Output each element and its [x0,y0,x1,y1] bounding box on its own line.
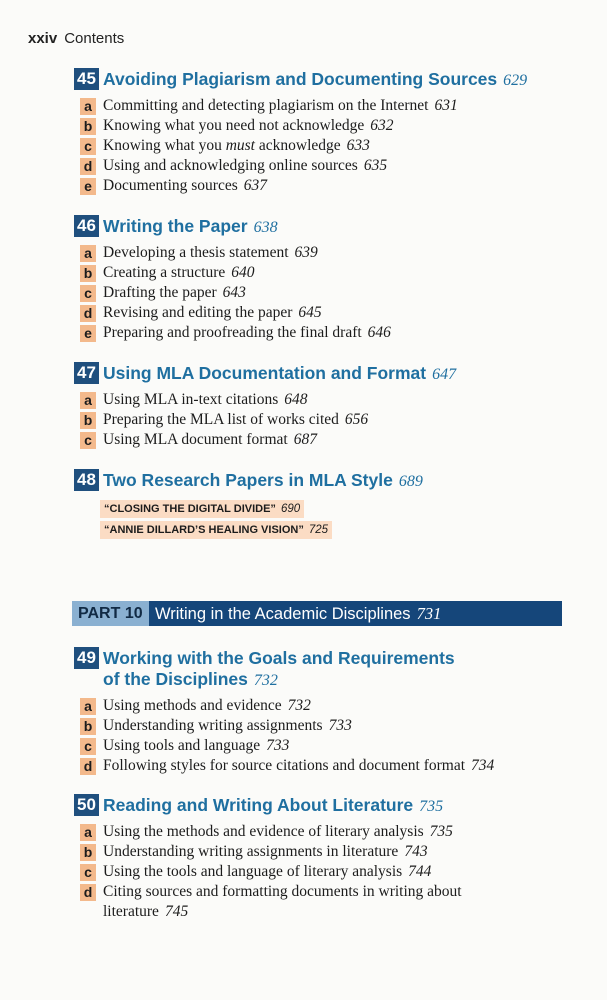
section-page: 633 [346,137,370,154]
section-text: Using the tools and language of literary analysis [103,863,403,880]
page-number: xxiv [28,30,58,47]
section-page: 732 [287,697,311,714]
section-page: 639 [294,244,318,261]
section-list [74,243,391,343]
part-page: 731 [416,604,442,623]
section-item[interactable] [74,96,527,116]
chapter-title-text: Avoiding Plagiarism and Documenting Sources [103,69,498,89]
chapter-title-text: Reading and Writing About Literature [103,795,414,815]
section-text: Developing a thesis statement [103,244,289,261]
section-letter-badge: c [80,738,96,755]
chapter-number-badge: 47 [74,362,99,384]
section-letter-badge: d [80,758,96,775]
section-letter-badge: c [80,864,96,881]
section-item[interactable] [74,303,391,323]
section-page: 733 [328,717,352,734]
chapter-45[interactable] [74,68,527,196]
chapter-number-badge: 50 [74,794,99,816]
chapter-48[interactable] [74,469,423,539]
section-page: 637 [243,177,267,194]
section-item[interactable] [74,822,468,842]
section-letter-badge: d [80,305,96,322]
chapter-page: 647 [432,366,457,383]
section-item[interactable] [74,323,391,343]
section-page: 640 [231,264,255,281]
section-page: 635 [363,157,388,174]
section-page: 656 [344,411,369,428]
section-letter-badge: a [80,245,96,262]
chapter-title[interactable] [103,68,527,91]
section-item[interactable] [74,696,494,716]
section-list [74,96,527,196]
section-letter-badge: a [80,98,96,115]
section-item[interactable] [74,263,391,283]
section-letter-badge: b [80,844,96,861]
section-item[interactable] [74,116,527,136]
section-list [74,696,494,776]
section-text: Understanding writing assignments in literature [103,843,399,860]
chapter-page: 638 [253,219,278,236]
chapter-number-badge: 48 [74,469,99,491]
section-page: 744 [408,863,432,880]
chapter-46[interactable] [74,215,391,343]
section-item[interactable] [74,736,494,756]
part-label: PART 10 [72,601,149,626]
paper-page: 690 [280,503,301,515]
chapter-heading [74,68,527,91]
section-text: Preparing and proofreading the final draft [103,324,362,341]
chapter-title[interactable] [103,469,423,492]
section-text: Following styles for source citations and document format [103,757,466,774]
section-item[interactable] [74,716,494,736]
chapter-heading [74,362,456,385]
section-page: 646 [367,324,391,341]
chapter-49[interactable] [74,647,494,776]
section-text: Revising and editing the paper [103,304,293,321]
section-text: Using MLA document format [103,431,288,448]
section-letter-badge: d [80,884,96,901]
section-page: 645 [298,304,322,321]
section-page: 733 [266,737,290,754]
sample-paper-link[interactable] [100,521,332,539]
sample-paper-link[interactable] [100,500,304,518]
section-item[interactable] [74,862,468,882]
section-list [74,822,468,922]
section-letter-badge: c [80,432,96,449]
chapter-47[interactable] [74,362,456,450]
section-text: Citing sources and formatting documents in writing about literature [103,883,462,920]
chapter-title-line2: of the Disciplines [103,669,248,689]
paper-page: 725 [308,524,329,536]
section-item[interactable] [74,882,468,922]
section-text-continued: acknowledge [255,137,341,154]
section-page: 643 [222,284,246,301]
chapter-number-badge: 46 [74,215,99,237]
chapter-title-text: Writing the Paper [103,216,248,236]
section-item[interactable] [74,756,494,776]
section-text: Preparing the MLA list of works cited [103,411,339,428]
section-letter-badge: d [80,158,96,175]
section-text: Knowing what you [103,137,226,154]
paper-list [74,497,423,539]
chapter-number-badge: 45 [74,68,99,90]
chapter-number-badge: 49 [74,647,99,669]
section-item[interactable] [74,390,456,410]
section-item[interactable] [74,842,468,862]
section-letter-badge: a [80,698,96,715]
section-page: 648 [284,391,308,408]
section-text: Using tools and language [103,737,261,754]
page-header [28,30,124,47]
paper-title: “ANNIE DILLARD’S HEALING VISION” [104,524,304,536]
section-item[interactable] [74,156,527,176]
section-text: Using methods and evidence [103,697,282,714]
section-text: Using the methods and evidence of literary analysis [103,823,424,840]
chapter-title[interactable] [103,362,456,385]
chapter-page: 629 [503,72,528,89]
section-page: 687 [293,431,317,448]
section-letter-badge: c [80,138,96,155]
section-text-emphasis: must [225,137,255,154]
section-text: Creating a structure [103,264,226,281]
chapter-title[interactable] [103,794,443,817]
section-item[interactable] [74,283,391,303]
section-item[interactable] [74,243,391,263]
part-title-text: Writing in the Academic Disciplines [155,605,411,623]
section-page: 745 [164,903,189,920]
paper-title: “CLOSING THE DIGITAL DIVIDE” [104,503,276,515]
chapter-50[interactable] [74,794,468,922]
section-item[interactable] [74,136,527,156]
section-page: 632 [370,117,394,134]
section-letter-badge: b [80,265,96,282]
chapter-page: 689 [398,473,423,490]
section-letter-badge: b [80,118,96,135]
part-title [149,601,562,626]
chapter-title[interactable] [103,215,278,238]
section-item[interactable] [74,410,456,430]
section-page: 631 [434,97,458,114]
part-heading-bar[interactable] [72,601,562,626]
chapter-title[interactable] [103,647,455,691]
section-letter-badge: a [80,824,96,841]
section-text: Understanding writing assignments [103,717,323,734]
section-text: Using MLA in-text citations [103,391,279,408]
chapter-title-text: Using MLA Documentation and Format [103,363,427,383]
chapter-heading [74,469,423,492]
section-text: Documenting sources [103,177,238,194]
section-item[interactable] [74,176,527,196]
chapter-heading [74,215,391,238]
section-page: 735 [429,823,453,840]
section-list [74,390,456,450]
section-letter-badge: e [80,325,96,342]
section-text: Using and acknowledging online sources [103,157,358,174]
section-item[interactable] [74,430,456,450]
chapter-page: 735 [419,798,444,815]
section-text: Drafting the paper [103,284,217,301]
section-text: Knowing what you need not acknowledge [103,117,365,134]
running-title: Contents [64,30,125,47]
chapter-heading [74,794,468,817]
section-letter-badge: b [80,412,96,429]
section-page: 734 [471,757,495,774]
section-letter-badge: e [80,178,96,195]
section-text: Committing and detecting plagiarism on the Internet [103,97,429,114]
chapter-page: 732 [253,672,278,689]
chapter-title-line1: Working with the Goals and Requirements [103,648,455,668]
section-page: 743 [404,843,428,860]
section-letter-badge: a [80,392,96,409]
section-letter-badge: c [80,285,96,302]
chapter-heading [74,647,494,691]
section-letter-badge: b [80,718,96,735]
chapter-title-text: Two Research Papers in MLA Style [103,470,393,490]
